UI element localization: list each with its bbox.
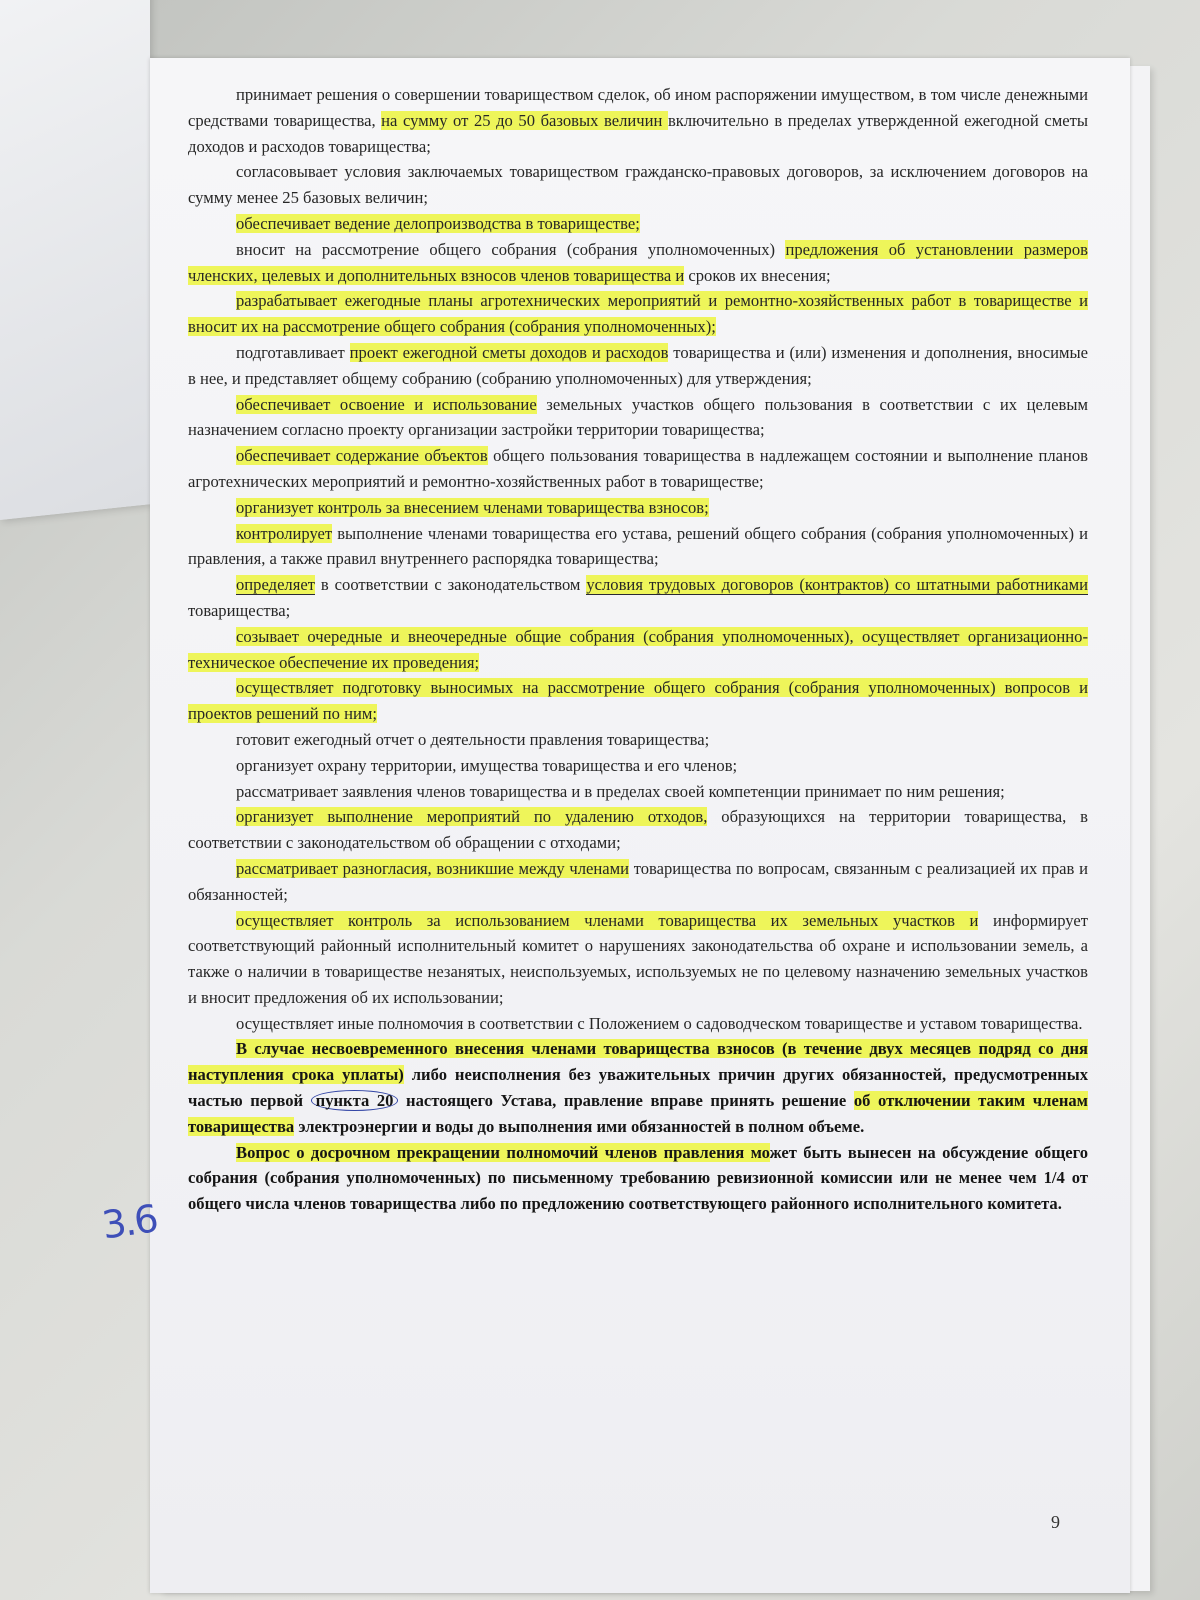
under-sheet — [0, 0, 150, 520]
paragraph — [188, 1011, 1088, 1037]
paragraph — [188, 572, 1088, 624]
text-segment: организует охрану территории, имущества товарищества и его членов; — [236, 755, 738, 775]
text-segment: готовит ежегодный отчет о деятельности правления товарищества; — [236, 729, 710, 749]
paragraph — [188, 675, 1088, 727]
paragraph — [188, 521, 1088, 573]
paragraph — [188, 392, 1088, 444]
text-segment: включительно в пределах утвержденной ежегодной сметы доходов и расходов товарищества; — [188, 110, 1088, 156]
paragraph — [188, 856, 1088, 908]
text-segment: выполнение членами товарищества его устава, решений общего собрания (собрания уполномоченных) и правления, а также правил внутреннего распорядка товарищества; — [188, 523, 1088, 569]
text-segment: товарищества; — [188, 600, 291, 620]
text-segment: подготавливает — [236, 342, 350, 362]
highlighted-text: контролирует — [236, 523, 333, 543]
highlighted-text: Вопрос о досрочном прекращении полномочий членов правления мо — [236, 1142, 770, 1162]
underlined-highlighted-text: определяет — [236, 575, 315, 595]
paragraph — [188, 211, 1088, 237]
text-segment: вносит на рассмотрение общего собрания (собрания уполномоченных) — [236, 239, 786, 259]
text-segment: электроэнергии и воды до выполнения ими обязанностей в полном объеме. — [294, 1116, 865, 1136]
highlighted-text: созывает очередные и внеочередные общие собрания (собрания уполномоченных), осуществляет организационно-техническое обеспечение их проведения; — [188, 626, 1088, 672]
highlighted-text: организует контроль за внесением членами товарищества взносов; — [236, 497, 709, 517]
document-text — [188, 82, 1088, 1217]
page-number: 9 — [1051, 1512, 1060, 1532]
text-segment: рассматривает заявления членов товарищества и в пределах своей компетенции принимает по ним решения; — [236, 781, 1005, 801]
paragraph — [188, 288, 1088, 340]
circled-reference: пункта 20 — [311, 1090, 399, 1111]
text-segment: жет быть вынесен на обсуждение общего собрания (собрания уполномоченных) по письменному требованию ревизионной комиссии или не менее чем 1/4 от общего числа членов товарищества либо по предложению соответствующего районного исполнительного комитета. — [188, 1142, 1088, 1214]
highlighted-text: на сумму от 25 до 50 базовых величин — [381, 110, 668, 130]
text-segment: настоящего Устава, правление вправе принять решение — [398, 1091, 854, 1111]
text-segment: принимает решения о совершении товариществом сделок, об ином распоряжении имуществом, в том числе денежными средствами товарищества, — [188, 85, 1088, 130]
paragraph — [188, 727, 1088, 753]
highlighted-text: В случае несвоевременного внесения членами товарищества взносов (в течение двух месяцев подряд со дня наступления срока уплаты) — [188, 1039, 1088, 1085]
highlighted-text: об отключении таким членам товарищества — [188, 1091, 1088, 1136]
highlighted-text: рассматривает разногласия, возникшие между членами — [236, 858, 629, 878]
paragraph — [188, 82, 1088, 159]
text-segment: либо неисполнения без уважительных причин других обязанностей, предусмотренных частью первой — [188, 1065, 1088, 1111]
paragraph — [188, 779, 1088, 805]
text-segment: товарищества по вопросам, связанным с реализацией их прав и обязанностей; — [188, 858, 1088, 904]
highlighted-text: обеспечивает освоение и использование — [236, 394, 537, 414]
highlighted-text: предложения об установлении размеров членских, целевых и дополнительных взносов членов товарищества и — [188, 239, 1088, 285]
text-segment: согласовывает условия заключаемых товариществом гражданско-правовых договоров, за исключением договоров на сумму менее 25 базовых величин; — [188, 162, 1088, 208]
highlighted-text: разрабатывает ежегодные планы агротехнических мероприятий и ремонтно-хозяйственных работ в товариществе и вносит их на рассмотрение общего собрания (собрания уполномоченных); — [188, 291, 1088, 337]
highlighted-text: организует выполнение мероприятий по удалению отходов, — [236, 807, 708, 827]
text-segment: осуществляет иные полномочия в соответствии с Положением о садоводческом товариществе и уставом товарищества. — [236, 1013, 1083, 1033]
paragraph — [188, 237, 1088, 289]
paragraph — [188, 159, 1088, 211]
paragraph — [188, 624, 1088, 676]
paragraph — [188, 753, 1088, 779]
paragraph — [188, 1036, 1088, 1139]
highlighted-text: обеспечивает ведение делопроизводства в товариществе; — [236, 213, 640, 233]
handwritten-note: 3.6 — [99, 1196, 160, 1248]
underlined-highlighted-text: условия трудовых договоров (контрактов) со штатными работниками — [586, 575, 1088, 595]
paragraph — [188, 1140, 1088, 1217]
text-segment: земельных участков общего пользования в соответствии с их целевым назначением согласно проекту организации застройки территории товарищества; — [188, 394, 1088, 440]
text-segment: информирует соответствующий районный исполнительный комитет о нарушениях законодательства об охране и использовании земель, а также о наличии в товариществе незанятых, неиспользуемых, используемых не по целевому назначению земельных участков и вносит предложения об их использовании; — [188, 910, 1088, 1007]
paragraph — [188, 908, 1088, 1011]
text-segment: в соответствии с законодательством — [314, 575, 587, 595]
text-segment: общего пользования товарищества в надлежащем состоянии и выполнение планов агротехнических мероприятий и ремонтно-хозяйственных работ в товариществе; — [188, 446, 1088, 491]
text-segment: образующихся на территории товарищества, в соответствии с законодательством об обращении с отходами; — [188, 807, 1088, 853]
highlighted-text: обеспечивает содержание объектов — [236, 446, 488, 466]
text-segment: сроков их внесения; — [684, 265, 831, 285]
paragraph — [188, 804, 1088, 856]
highlighted-text: осуществляет подготовку выносимых на рассмотрение общего собрания (собрания уполномоченных) вопросов и проектов решений по ним; — [188, 678, 1088, 724]
highlighted-text: осуществляет контроль за использованием членами товарищества их земельных участков и — [236, 910, 979, 930]
paragraph — [188, 443, 1088, 495]
paragraph — [188, 495, 1088, 521]
highlighted-text: проект ежегодной сметы доходов и расходов — [349, 342, 669, 362]
paragraph — [188, 340, 1088, 392]
document-page — [150, 58, 1130, 1593]
text-segment: товарищества и (или) изменения и дополнения, вносимые в нее, и представляет общему собранию (собранию уполномоченных) для утверждения; — [188, 342, 1088, 388]
